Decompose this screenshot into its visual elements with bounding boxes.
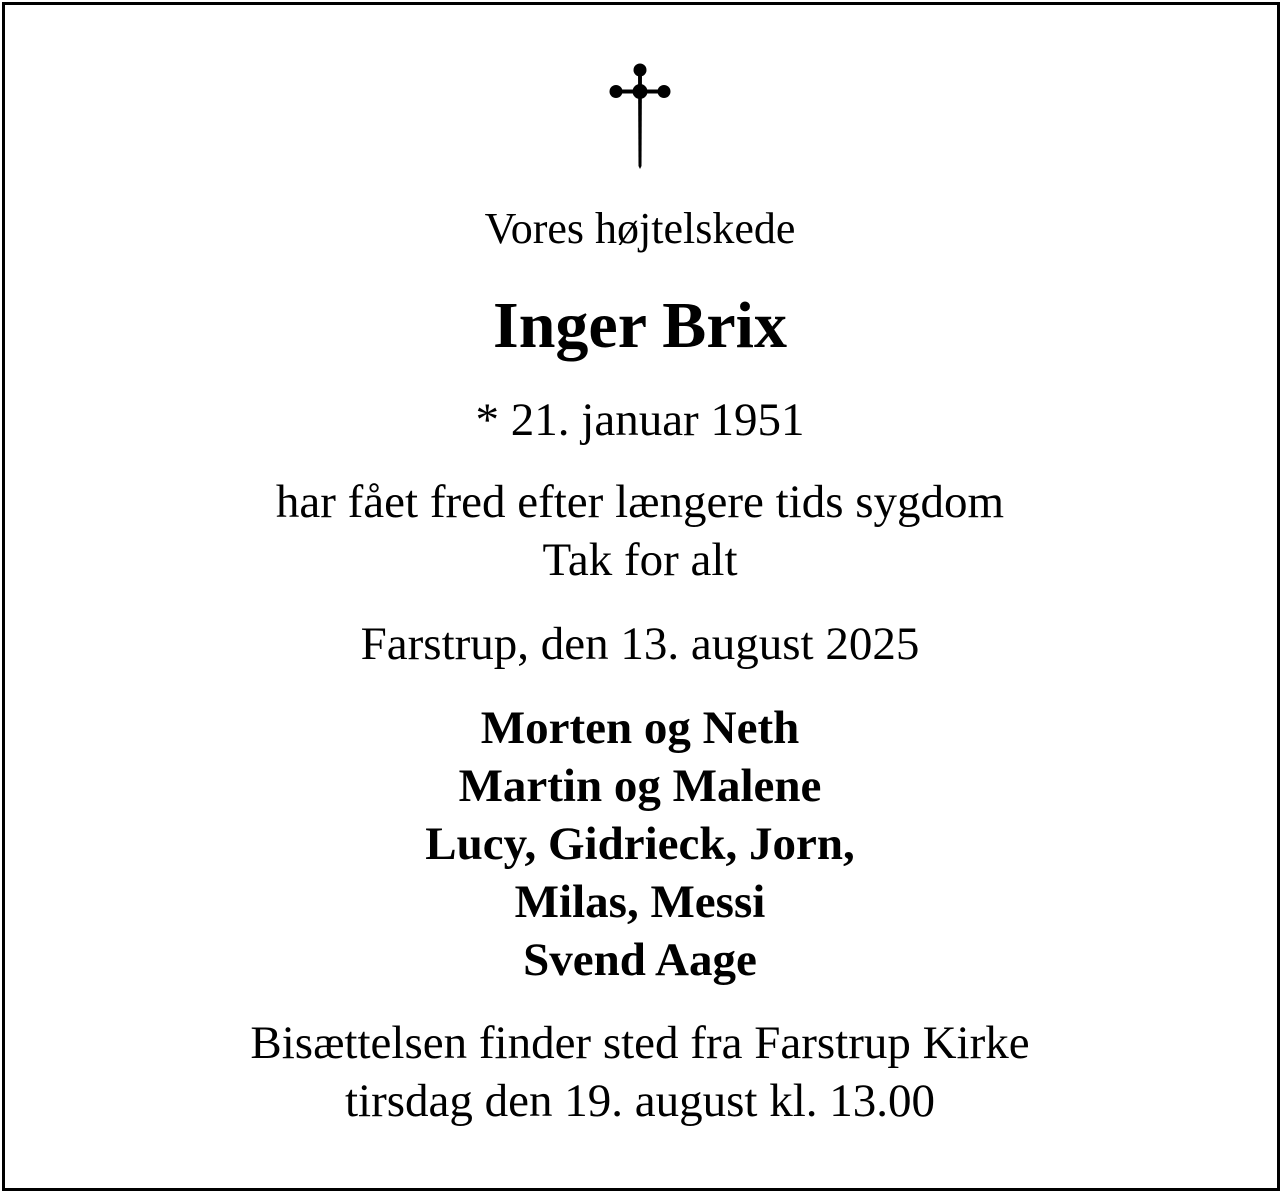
message-line: har fået fred efter længere tids sygdom [275,476,1005,528]
funeral-info: tirsdag den 19. august kl. 13.00 [344,1075,936,1127]
message-line: Tak for alt [542,534,738,586]
deceased-name: Inger Brix [493,289,787,362]
birth-date: * 21. januar 1951 [475,394,805,446]
intro-text: Vores højtelskede [484,204,796,253]
family-line: Martin og Malene [458,760,822,812]
cross-icon [609,62,671,170]
funeral-info: Bisættelsen finder sted fra Farstrup Kirke [250,1017,1030,1069]
family-line: Milas, Messi [514,876,766,928]
family-line: Lucy, Gidrieck, Jorn, [425,818,855,870]
family-line: Svend Aage [523,934,757,986]
notice-border [2,2,1280,1191]
family-line: Morten og Neth [480,702,800,754]
place-date: Farstrup, den 13. august 2025 [360,618,920,670]
